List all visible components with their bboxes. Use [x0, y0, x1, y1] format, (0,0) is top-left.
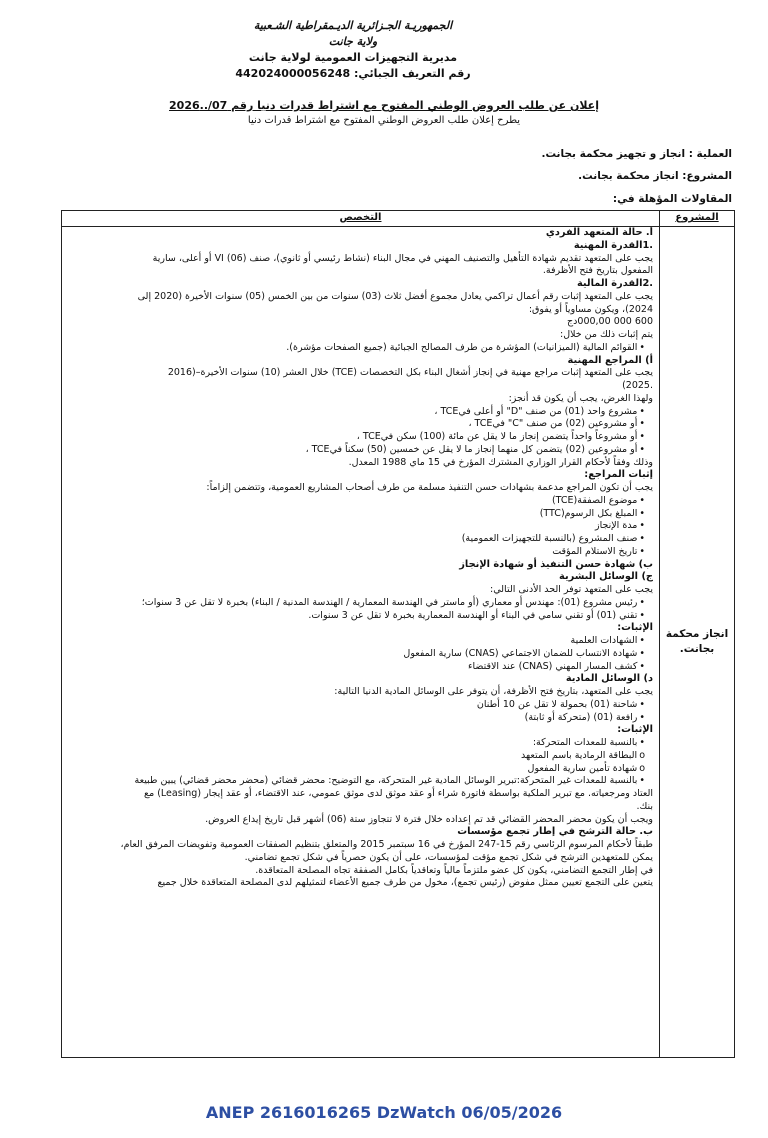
table-row — [62, 227, 735, 1058]
section-heading: د) الوسائل المادية — [565, 673, 653, 685]
table-header-row — [62, 211, 735, 227]
paragraph-line: المفعول بتاريخ فتح الأظرفة. — [542, 265, 653, 277]
section-heading: ب. حالة الترشح في إطار تجمع مؤسسات — [457, 826, 653, 838]
bullet-item: • القوائم المالية (الميزانيات) المؤشرة من طرف المصالح الجبائية (جميع الصفحات مؤشرة). — [68, 342, 653, 355]
section-heading: ب) شهادة حسن التنفيذ أو شهادة الإنجاز — [459, 558, 653, 570]
bullet-item: • تقني (01) أو تقني سامي في البناء أو الهندسة المعمارية بخبرة لا تقل عن 3 سنوات. — [68, 610, 653, 623]
operation-line: العملية : انجاز و تجهيز محكمة بجانت. — [541, 148, 732, 160]
title-block — [0, 98, 768, 128]
paragraph-line: يجب على المتعهد إثبات رقم أعمال تراكمي يعادل مجموع أفضل ثلاث (03) سنوات من بين الخمس (05) سنوات الأخيرة (2020 إلى — [137, 290, 653, 302]
paragraph-line: بنك. — [636, 800, 653, 812]
column-header-specialty: التخصص — [62, 211, 660, 227]
announcement-title: إعلان عن طلب العروض الوطني المفتوح مع اشتراط قدرات دنيا رقم 07/..2026 — [169, 99, 599, 112]
bullet-item: o شهادة تأمين سارية المفعول — [68, 763, 653, 776]
bullet-item: • مدة الإنجاز — [68, 520, 653, 533]
bullet-item: • شاحنة (01) بحمولة لا تقل عن 10 أطنان — [68, 699, 653, 712]
bullet-item: • أو مشروعين (02) يتضمن كل منهما إنجاز ما لا يقل عن خمسين (50) سكناً فيTCE ، — [68, 444, 653, 457]
bullet-item: • المبلغ بكل الرسوم(TTC) — [68, 508, 653, 521]
footer-reference: ANEP 2616016265 DzWatch 06/05/2026 — [205, 1103, 563, 1122]
bullet-item: • كشف المسار المهني (CNAS) عند الاقتضاء — [68, 661, 653, 674]
paragraph-line: وذلك وفقاً لأحكام القرار الوزاري المشترك المؤرخ في 15 ماي 1988 المعدل. — [348, 456, 653, 468]
header-block — [223, 18, 483, 82]
section-heading: أ. حالة المتعهد الفردي — [545, 227, 653, 238]
section-heading: أ) المراجع المهنية — [567, 354, 653, 366]
bullet-item: • موضوع الصفقة(TCE) — [68, 495, 653, 508]
section-heading: الإثبات: — [617, 622, 653, 634]
specialty-cell — [62, 227, 660, 1058]
specialty-text — [68, 227, 653, 1057]
paragraph-line: العتاد ومرجعياته. مع تبرير الملكية بواسطة فاتورة شراء أو عقد موثق لدى موثق عمومي، عند الاقتضاء، أو عقد إيجار (Leasing) مع — [144, 788, 653, 799]
paragraph-line: يجب على المتعهد، بتاريخ فتح الأظرفة، أن يتوفر على الوسائل المادية الدنيا التالية: — [334, 686, 653, 697]
paragraph-line: يجب على المتعهد توفر الحد الأدنى التالي: — [490, 584, 653, 595]
tax-id: رقم التعريف الجبائي: 442024000056248 — [235, 67, 471, 80]
bullet-item: • تاريخ الاستلام المؤقت — [68, 546, 653, 559]
section-heading: ج) الوسائل البشرية — [559, 571, 653, 583]
republic-name: الجمهوريـة الجـزائرية الديـمقراطية الشـعبية — [253, 19, 453, 32]
paragraph-line: يتعين على التجمع تعيين ممثل مفوض (رئيس تجمع)، مخول من طرف جميع الأعضاء لتمثيلهم لدى المصلحة المتعاقدة خلال جميع — [157, 877, 653, 889]
paragraph-line: يجب على المتعهد تقديم شهادة التأهيل والتصنيف المهني في مجال البناء (نشاط رئيسي أو ثانوي)، صنف (06) VI أو أعلى، سارية — [152, 252, 653, 264]
paragraph-line: طبقاً لأحكام المرسوم الرئاسي رقم 15-247 المؤرخ في 16 سبتمبر 2015 والمتعلق بتنظيم الصفقات العمومية وتفويضات المرفق العام، — [120, 839, 653, 850]
paragraph-line: يجب على المتعهد إثبات مراجع مهنية في إنجاز أشغال البناء بكل التخصصات (TCE) خلال العشر (10) سنوات الأخيرة–(2016 — [167, 367, 653, 379]
qualified-line: المقاولات المؤهلة في: — [612, 193, 732, 205]
bullet-item: • شهادة الانتساب للضمان الاجتماعي (CNAS) سارية المفعول — [68, 648, 653, 661]
paragraph-line: يمكن للمتعهدين الترشح في شكل تجمع مؤقت لمؤسسات، على أن يكون حصرياً في شكل تجمع تضامني. — [244, 851, 653, 863]
paragraph-line: 2024)، ويكون مساوياً أو يفوق: — [528, 303, 653, 315]
bullet-item: • الشهادات العلمية — [68, 635, 653, 648]
bullet-item: • أو مشروعاً واحداً يتضمن إنجاز ما لا يقل عن مائة (100) سكن فيTCE ، — [68, 431, 653, 444]
paragraph-line: يتم إثبات ذلك من خلال: — [560, 329, 653, 340]
wilaya-name: ولاية جانت — [328, 35, 378, 48]
project-cell: انجاز محكمة بجانت. — [660, 227, 735, 1058]
paragraph-line: ولهذا الغرض، يجب أن يكون قد أنجز: — [508, 392, 653, 404]
bullet-item: • مشروع واحد (01) من صنف "D" أو أعلى فيTCE ، — [68, 406, 653, 419]
bullet-item: • صنف المشروع (بالنسبة للتجهيزات العمومية) — [68, 533, 653, 546]
paragraph-line: ويجب أن يكون محضر المحضر القضائي قد تم إعداده خلال فترة لا تتجاوز ستة (06) أشهر قبل تاريخ إيداع العروض. — [205, 813, 653, 825]
bullet-item: • بالنسبة للمعدات المتحركة: — [68, 737, 653, 750]
section-heading: الإثبات: — [617, 724, 653, 736]
section-heading: .2القدرة المالية — [576, 278, 653, 289]
bullet-item: o البطاقة الرمادية باسم المتعهد — [68, 750, 653, 763]
announcement-subtitle: يطرح إعلان طلب العروض الوطني المفتوح مع اشتراط قدرات دنيا — [247, 115, 521, 126]
qualification-table — [61, 210, 735, 1058]
bullet-item: • أو مشروعين (02) من صنف "C" فيTCE ، — [68, 418, 653, 431]
paragraph-line: 600 000 000,00دج — [567, 316, 653, 328]
column-header-project: المشروع — [660, 211, 735, 227]
paragraph-line: في إطار التجمع التضامني، يكون كل عضو ملتزماً مالياً وتعاقدياً بكامل الصفقة تجاه المصلحة المتعاقدة. — [255, 864, 653, 876]
project-line: المشروع: انجاز محكمة بجانت. — [578, 170, 732, 182]
paragraph-line: يجب أن تكون المراجع مدعمة بشهادات حسن التنفيذ مسلمة من طرف أصحاب المشاريع العمومية، وتتضمن إلزاماً: — [206, 482, 653, 493]
directorate-name: مديرية التجهيزات العمومية لولاية جانت — [248, 51, 458, 64]
bullet-item: • رافعة (01) (متحركة أو ثابتة) — [68, 712, 653, 725]
section-heading: .1القدرة المهنية — [573, 239, 653, 251]
paragraph-line: .2025) — [622, 380, 653, 391]
section-heading: إثبات المراجع: — [584, 469, 653, 481]
bullet-item: • بالنسبة للمعدات غير المتحركة:تبرير الوسائل المادية غير المتحركة، مع التوضيح: محضر قضائي (محضر محضر قضائي) يبين طبيعة — [68, 775, 653, 788]
bullet-item: • رئيس مشروع (01): مهندس أو معماري (أو ماستر في الهندسة المعمارية / الهندسة المدنية / البناء) بخبرة لا تقل عن 3 سنوات؛ — [68, 597, 653, 610]
